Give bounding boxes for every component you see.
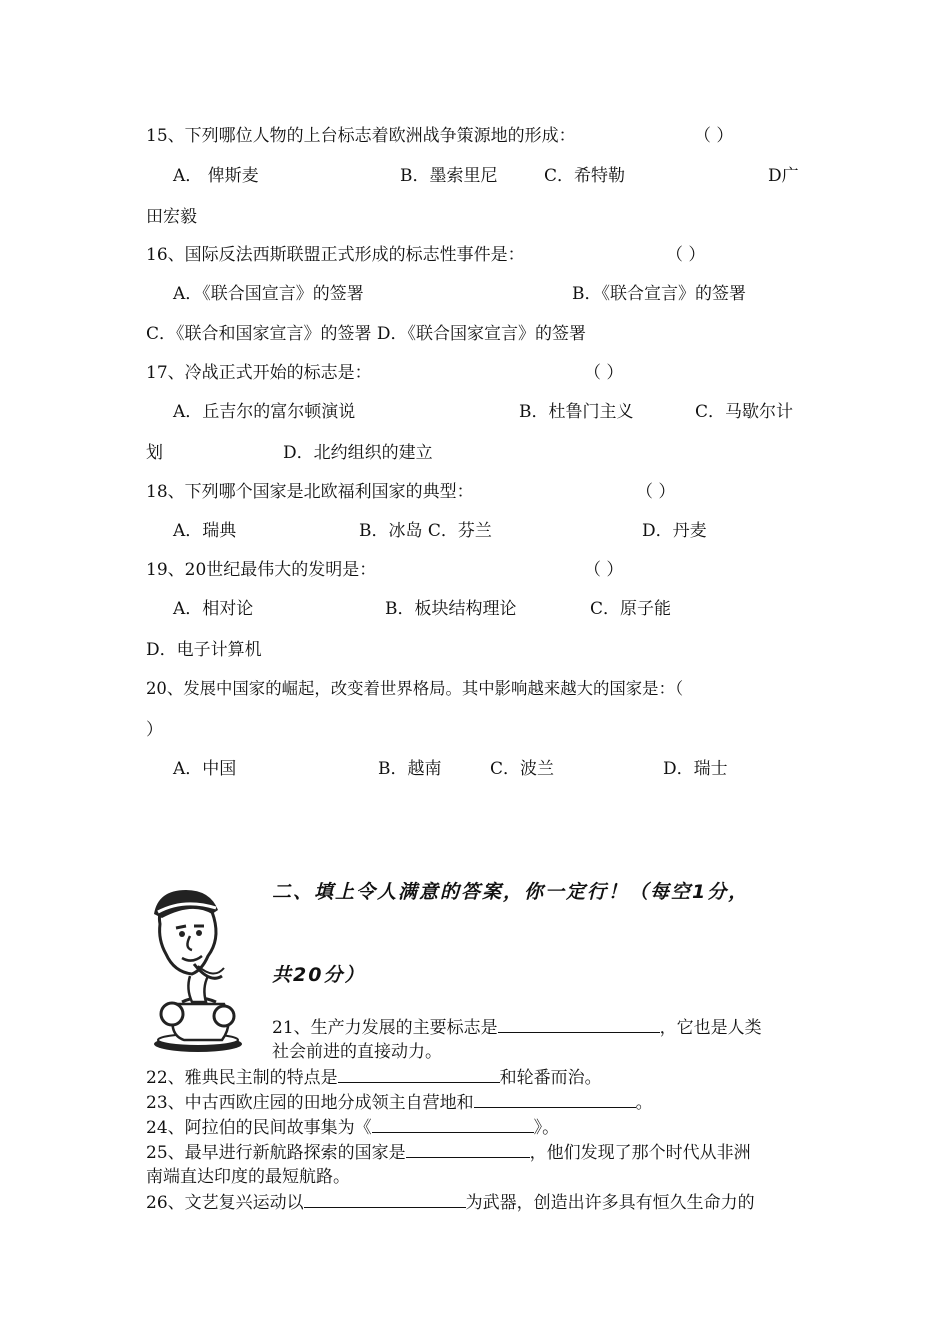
question-22-text-a: 22、雅典民主制的特点是 xyxy=(146,1068,338,1088)
question-15-option-d-continued: 田宏毅 xyxy=(146,207,197,227)
question-20-stem: 20、发展中国家的崛起，改变着世界格局。其中影响越来越大的国家是：（ xyxy=(146,679,684,698)
question-18-options-b-c: B．冰岛 C．芬兰 xyxy=(359,521,492,541)
question-19-option-c: C．原子能 xyxy=(590,599,672,619)
question-17-stem: 17、冷战正式开始的标志是： xyxy=(146,363,372,383)
question-25-text-b: ，他们发现了那个时代从非洲 xyxy=(529,1143,751,1163)
question-16-options-c-d: C．《联合和国家宣言》的签署 D．《联合国家宣言》的签署 xyxy=(146,324,587,344)
question-17-option-c: C．马歇尔计 xyxy=(695,402,794,422)
question-22-text-b: 和轮番而治。 xyxy=(499,1068,602,1088)
question-23-blank[interactable] xyxy=(474,1091,636,1108)
question-16-option-a: A．《联合国宣言》的签署 xyxy=(173,284,364,304)
question-18-stem: 18、下列哪个国家是北欧福利国家的典型： xyxy=(146,482,474,502)
question-15-answer-paren: （ ） xyxy=(694,126,734,146)
question-24 xyxy=(146,1116,559,1139)
question-23-text-b: 。 xyxy=(635,1093,653,1113)
question-26-text-b: 为武器，创造出许多具有恒久生命力的 xyxy=(465,1193,755,1213)
question-21-continued: 社会前进的直接动力。 xyxy=(272,1042,442,1062)
question-17-option-c-continued: 划 xyxy=(146,443,163,463)
question-19-answer-paren: （ ） xyxy=(584,560,624,580)
question-21-text-b: ，它也是人类 xyxy=(659,1018,762,1038)
question-21-text-a: 21、生产力发展的主要标志是 xyxy=(272,1018,498,1038)
question-17-answer-paren: （ ） xyxy=(584,363,624,383)
question-21-blank[interactable] xyxy=(498,1016,660,1033)
question-15-option-c: C．希特勒 xyxy=(544,166,626,186)
question-16-stem: 16、国际反法西斯联盟正式形成的标志性事件是： xyxy=(146,245,525,265)
question-17-option-a: A．丘吉尔的富尔顿演说 xyxy=(173,402,356,422)
question-24-text-b: 》。 xyxy=(533,1118,560,1138)
question-15-option-b: B．墨索里尼 xyxy=(400,166,498,186)
question-22 xyxy=(146,1066,602,1089)
question-25-blank[interactable] xyxy=(406,1141,530,1158)
question-15-stem: 15、下列哪位人物的上台标志着欧洲战争策源地的形成： xyxy=(146,126,576,146)
question-18-option-d: D．丹麦 xyxy=(642,521,707,541)
section-2-heading: 二、填上令人满意的答案，你一定行！（每空1分， xyxy=(272,881,750,903)
question-25 xyxy=(146,1141,751,1164)
question-23 xyxy=(146,1091,653,1114)
question-20-stem-end: ） xyxy=(146,720,163,740)
question-16-option-b: B．《联合宣言》的签署 xyxy=(572,284,746,304)
question-22-blank[interactable] xyxy=(338,1066,500,1083)
question-26-blank[interactable] xyxy=(304,1191,466,1208)
question-25-continued: 南端直达印度的最短航路。 xyxy=(146,1167,350,1187)
cartoon-scholar-illustration xyxy=(136,884,246,1056)
question-21 xyxy=(272,1016,762,1039)
question-20-option-c: C．波兰 xyxy=(490,759,555,779)
question-26 xyxy=(146,1191,755,1214)
question-17-option-d: D．北约组织的建立 xyxy=(283,443,433,463)
question-15-option-d: D广 xyxy=(768,166,799,186)
question-20-option-a: A．中国 xyxy=(173,759,237,779)
question-19-option-a: A．相对论 xyxy=(173,599,254,619)
question-18-answer-paren: （ ） xyxy=(636,482,676,502)
question-19-option-b: B．板块结构理论 xyxy=(385,599,517,619)
question-23-text-a: 23、中古西欧庄园的田地分成领主自营地和 xyxy=(146,1093,474,1113)
question-16-answer-paren: （ ） xyxy=(666,245,706,265)
question-19-option-d: D．电子计算机 xyxy=(146,640,262,660)
section-2-heading-continued: 共20分） xyxy=(272,964,366,986)
question-25-text-a: 25、最早进行新航路探索的国家是 xyxy=(146,1143,406,1163)
question-17-option-b: B．杜鲁门主义 xyxy=(519,402,634,422)
question-24-blank[interactable] xyxy=(372,1116,534,1133)
question-19-stem: 19、20世纪最伟大的发明是： xyxy=(146,560,377,580)
question-26-text-a: 26、文艺复兴运动以 xyxy=(146,1193,304,1213)
question-15-option-a: A． 俾斯麦 xyxy=(173,166,259,186)
question-20-option-d: D．瑞士 xyxy=(663,759,728,779)
question-20-option-b: B．越南 xyxy=(378,759,442,779)
question-24-text-a: 24、阿拉伯的民间故事集为《 xyxy=(146,1118,372,1138)
question-18-option-a: A．瑞典 xyxy=(173,521,237,541)
